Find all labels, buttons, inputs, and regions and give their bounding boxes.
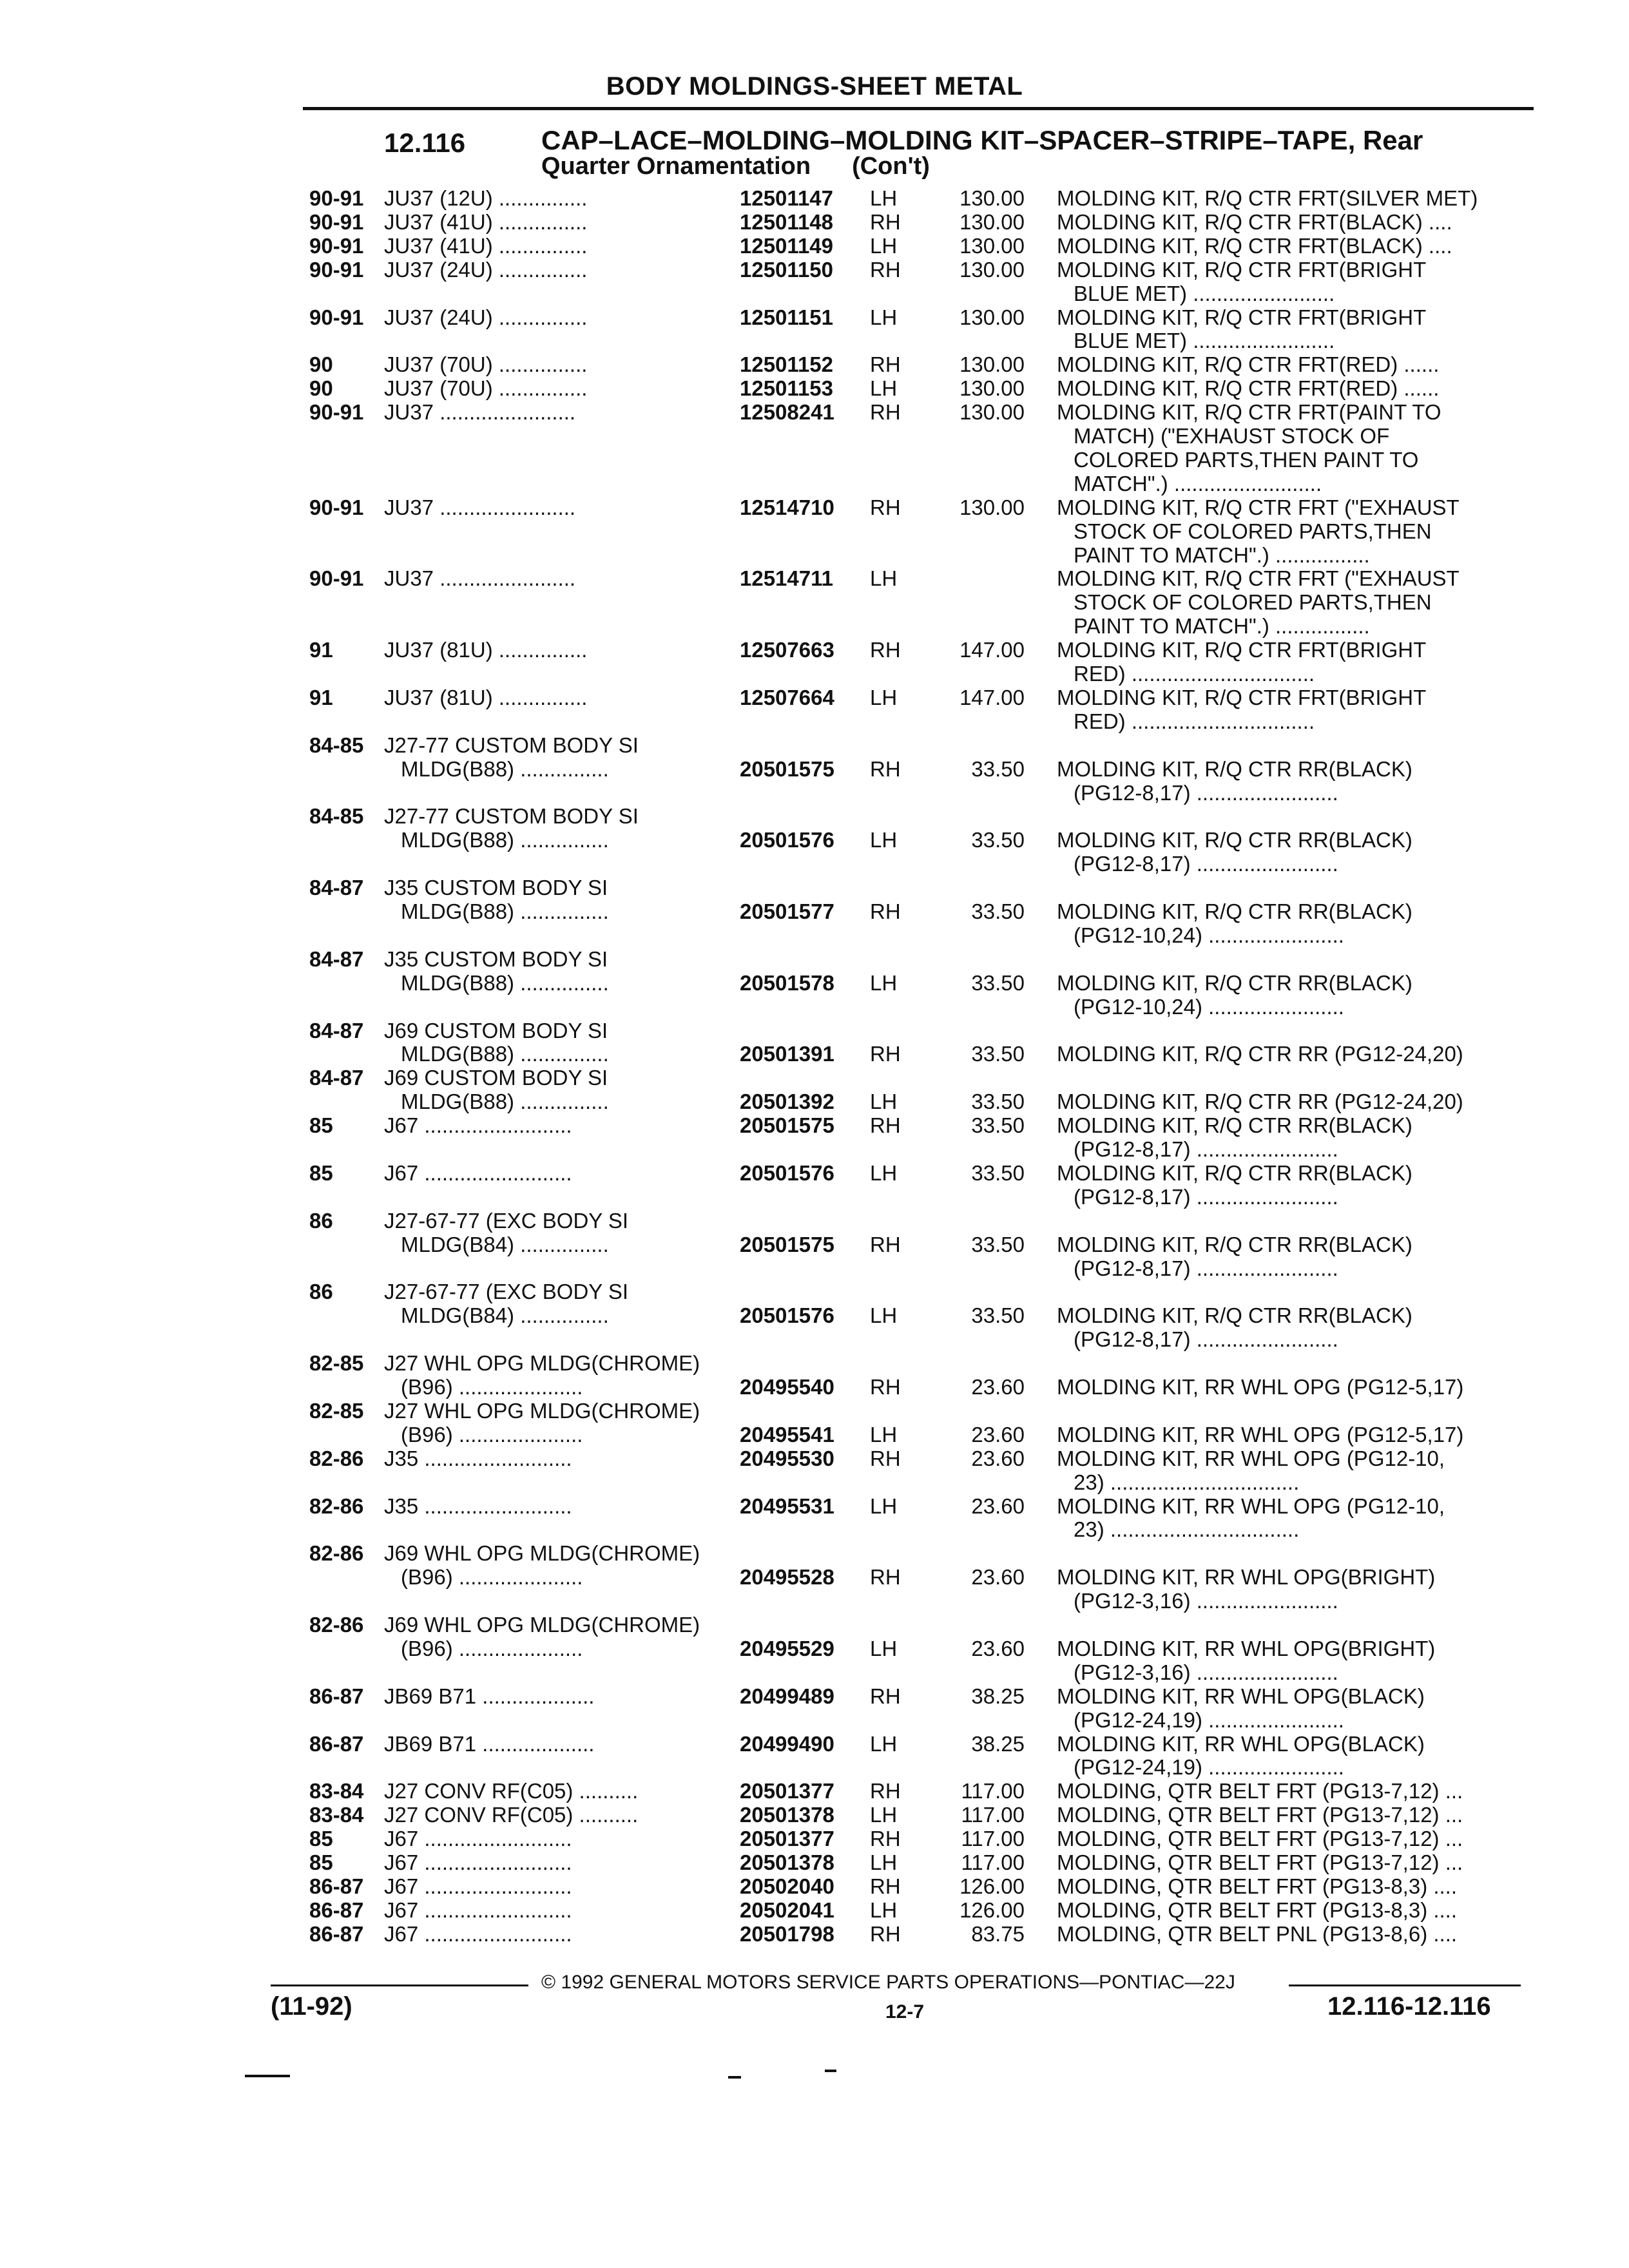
side: RH bbox=[870, 1232, 901, 1256]
scan-mark bbox=[245, 2075, 290, 2077]
price: 83.75 bbox=[971, 1921, 1025, 1946]
model-code: JU37 (41U) ............... bbox=[384, 234, 588, 258]
model-code: J35 CUSTOM BODY SI bbox=[384, 947, 608, 971]
part-number: 20499490 bbox=[740, 1731, 834, 1756]
side: RH bbox=[870, 899, 901, 923]
model-year: 84-85 bbox=[309, 733, 364, 757]
part-description: MOLDING KIT, RR WHL OPG (PG12-10, bbox=[1057, 1446, 1445, 1470]
model-year: 83-84 bbox=[309, 1779, 364, 1803]
model-code: J27 WHL OPG MLDG(CHROME) bbox=[384, 1399, 700, 1423]
part-description: MOLDING KIT, R/Q CTR FRT(SILVER MET) bbox=[1057, 187, 1478, 210]
model-code: JU37 ....................... bbox=[384, 401, 576, 425]
model-year: 86-87 bbox=[309, 1874, 364, 1898]
part-description-line: RED) ............................... bbox=[1074, 709, 1315, 733]
model-code: J67 ......................... bbox=[384, 1851, 572, 1874]
part-description: MOLDING KIT, RR WHL OPG (PG12-5,17) bbox=[1057, 1423, 1464, 1446]
price: 130.00 bbox=[959, 400, 1025, 425]
part-number: 20501798 bbox=[740, 1921, 834, 1946]
side: RH bbox=[870, 1684, 901, 1708]
part-number: 20501578 bbox=[740, 970, 834, 995]
part-description-line: PAINT TO MATCH".) ................ bbox=[1074, 615, 1370, 639]
part-description: MOLDING KIT, R/Q CTR FRT ("EXHAUST bbox=[1057, 567, 1460, 591]
side: RH bbox=[870, 1565, 901, 1590]
model-code: J27 CONV RF(C05) .......... bbox=[384, 1780, 639, 1803]
part-description-line: (PG12-3,16) ........................ bbox=[1074, 1590, 1338, 1613]
footer-rule-right bbox=[1289, 1984, 1521, 1986]
side: LH bbox=[870, 1731, 898, 1756]
part-description: MOLDING KIT, R/Q CTR FRT(RED) ...... bbox=[1057, 353, 1440, 377]
part-number: 20501577 bbox=[740, 899, 834, 923]
part-description: MOLDING KIT, R/Q CTR RR(BLACK) bbox=[1057, 971, 1412, 995]
model-code: J69 WHL OPG MLDG(CHROME) bbox=[384, 1542, 700, 1566]
price: 130.00 bbox=[959, 305, 1025, 329]
model-year: 90-91 bbox=[309, 566, 364, 591]
model-code: J67 ......................... bbox=[384, 1874, 572, 1898]
price: 130.00 bbox=[959, 495, 1025, 519]
part-description: MOLDING KIT, RR WHL OPG(BRIGHT) bbox=[1057, 1637, 1436, 1660]
model-code-continued: MLDG(B88) ............... bbox=[401, 1090, 609, 1114]
side: RH bbox=[870, 1042, 901, 1066]
part-description: MOLDING, QTR BELT FRT (PG13-8,3) .... bbox=[1057, 1898, 1458, 1922]
model-code-continued: MLDG(B88) ............... bbox=[401, 900, 609, 923]
footer-date: (11-92) bbox=[271, 1992, 352, 2021]
model-year: 82-86 bbox=[309, 1446, 364, 1470]
price: 117.00 bbox=[961, 1779, 1025, 1803]
price: 117.00 bbox=[961, 1827, 1025, 1851]
side: LH bbox=[870, 1494, 898, 1518]
model-year: 82-85 bbox=[309, 1351, 364, 1376]
part-description-line: BLUE MET) ........................ bbox=[1074, 329, 1335, 353]
section-title-line1: CAP–LACE–MOLDING–MOLDING KIT–SPACER–STRIPE–TAPE, Rear bbox=[541, 125, 1423, 155]
model-year: 90-91 bbox=[309, 400, 364, 425]
model-year: 90-91 bbox=[309, 233, 364, 258]
model-year: 82-86 bbox=[309, 1613, 364, 1637]
part-description: MOLDING KIT, R/Q CTR FRT(PAINT TO bbox=[1057, 401, 1441, 425]
model-code-continued: (B96) ..................... bbox=[401, 1566, 583, 1590]
part-description-line: 23) ................................ bbox=[1074, 1518, 1300, 1542]
model-code-continued: MLDG(B84) ............... bbox=[401, 1233, 609, 1256]
model-year: 90 bbox=[309, 352, 333, 377]
model-code: J67 ......................... bbox=[384, 1898, 572, 1922]
model-code: J27-77 CUSTOM BODY SI bbox=[384, 733, 639, 757]
part-description: MOLDING KIT, RR WHL OPG(BLACK) bbox=[1057, 1684, 1425, 1708]
model-year: 86-87 bbox=[309, 1898, 364, 1922]
model-code: JB69 B71 ................... bbox=[384, 1732, 595, 1756]
side: LH bbox=[870, 1803, 898, 1827]
price: 38.25 bbox=[971, 1731, 1025, 1756]
price: 126.00 bbox=[959, 1898, 1025, 1922]
side: RH bbox=[870, 257, 901, 282]
part-description: MOLDING KIT, RR WHL OPG(BRIGHT) bbox=[1057, 1566, 1436, 1590]
price: 23.60 bbox=[971, 1422, 1025, 1446]
part-description: MOLDING KIT, RR WHL OPG(BLACK) bbox=[1057, 1732, 1425, 1756]
price: 33.50 bbox=[971, 756, 1025, 781]
price: 23.60 bbox=[971, 1565, 1025, 1590]
part-description: MOLDING KIT, R/Q CTR FRT(BLACK) .... bbox=[1057, 234, 1452, 258]
side: RH bbox=[870, 352, 901, 377]
part-description: MOLDING, QTR BELT PNL (PG13-8,6) .... bbox=[1057, 1922, 1458, 1946]
side: LH bbox=[870, 186, 898, 210]
model-year: 85 bbox=[309, 1850, 333, 1874]
price: 33.50 bbox=[971, 970, 1025, 995]
model-year: 86-87 bbox=[309, 1684, 364, 1708]
model-year: 90-91 bbox=[309, 495, 364, 519]
part-description: MOLDING KIT, R/Q CTR RR(BLACK) bbox=[1057, 757, 1412, 781]
price: 130.00 bbox=[959, 376, 1025, 401]
part-description-line: (PG12-8,17) ........................ bbox=[1074, 1328, 1338, 1352]
model-code: JB69 B71 ................... bbox=[384, 1684, 595, 1708]
part-number: 20501575 bbox=[740, 1113, 834, 1138]
part-description-line: COLORED PARTS,THEN PAINT TO bbox=[1074, 448, 1419, 472]
side: LH bbox=[870, 1090, 898, 1114]
footer-copyright: © 1992 GENERAL MOTORS SERVICE PARTS OPERATIONS—PONTIAC—22J bbox=[541, 1972, 1235, 1993]
part-description: MOLDING KIT, RR WHL OPG (PG12-5,17) bbox=[1057, 1376, 1464, 1399]
model-code: JU37 (70U) ............... bbox=[384, 353, 588, 377]
part-description: MOLDING, QTR BELT FRT (PG13-7,12) ... bbox=[1057, 1803, 1463, 1827]
model-code-continued: MLDG(B88) ............... bbox=[401, 1043, 609, 1066]
model-year: 90-91 bbox=[309, 305, 364, 329]
model-code: J35 CUSTOM BODY SI bbox=[384, 876, 608, 900]
side: RH bbox=[870, 1375, 901, 1399]
model-code-continued: (B96) ..................... bbox=[401, 1423, 583, 1446]
price: 130.00 bbox=[959, 352, 1025, 377]
price: 33.50 bbox=[971, 1232, 1025, 1256]
model-year: 83-84 bbox=[309, 1803, 364, 1827]
page-header-title: BODY MOLDINGS-SHEET METAL bbox=[606, 72, 1023, 101]
model-code: J35 ......................... bbox=[384, 1494, 572, 1518]
model-year: 90 bbox=[309, 376, 333, 401]
part-number: 20495529 bbox=[740, 1636, 834, 1660]
model-year: 85 bbox=[309, 1113, 333, 1138]
side: RH bbox=[870, 638, 901, 662]
side: LH bbox=[870, 1898, 898, 1922]
model-code-continued: (B96) ..................... bbox=[401, 1637, 583, 1660]
side: RH bbox=[870, 756, 901, 781]
part-description: MOLDING KIT, R/Q CTR RR(BLACK) bbox=[1057, 829, 1412, 852]
price: 23.60 bbox=[971, 1446, 1025, 1470]
part-description: MOLDING, QTR BELT FRT (PG13-7,12) ... bbox=[1057, 1780, 1463, 1803]
model-year: 86 bbox=[309, 1280, 333, 1304]
section-title-line2: Quarter Ornamentation (Con't) bbox=[541, 153, 930, 180]
model-code: JU37 (41U) ............... bbox=[384, 210, 588, 234]
price: 130.00 bbox=[959, 257, 1025, 282]
side: LH bbox=[870, 970, 898, 995]
model-year: 82-85 bbox=[309, 1398, 364, 1423]
side: RH bbox=[870, 209, 901, 234]
side: RH bbox=[870, 495, 901, 519]
header-rule bbox=[303, 107, 1534, 110]
part-number: 12514710 bbox=[740, 495, 834, 519]
part-description: MOLDING, QTR BELT FRT (PG13-8,3) .... bbox=[1057, 1874, 1458, 1898]
part-description-line: MATCH) ("EXHAUST STOCK OF bbox=[1074, 425, 1390, 448]
part-number: 12501151 bbox=[740, 305, 834, 329]
price: 147.00 bbox=[959, 638, 1025, 662]
part-number: 20501576 bbox=[740, 828, 834, 852]
part-description: MOLDING KIT, R/Q CTR RR(BLACK) bbox=[1057, 1161, 1412, 1185]
model-year: 84-87 bbox=[309, 1018, 364, 1043]
part-description: MOLDING, QTR BELT FRT (PG13-7,12) ... bbox=[1057, 1827, 1463, 1851]
part-number: 20501378 bbox=[740, 1803, 834, 1827]
section-number: 12.116 bbox=[384, 128, 466, 158]
price: 33.50 bbox=[971, 1303, 1025, 1328]
side: RH bbox=[870, 1779, 901, 1803]
model-year: 86-87 bbox=[309, 1921, 364, 1946]
model-year: 82-86 bbox=[309, 1541, 364, 1566]
model-code: J35 ......................... bbox=[384, 1446, 572, 1470]
part-description-line: (PG12-10,24) ....................... bbox=[1074, 923, 1344, 947]
part-number: 20502041 bbox=[740, 1898, 834, 1922]
part-number: 12501150 bbox=[740, 257, 834, 282]
side: LH bbox=[870, 1303, 898, 1328]
price: 126.00 bbox=[959, 1874, 1025, 1898]
side: RH bbox=[870, 1874, 901, 1898]
part-description-line: (PG12-24,19) ....................... bbox=[1074, 1708, 1344, 1732]
part-number: 20495531 bbox=[740, 1494, 834, 1518]
model-code: J67 ......................... bbox=[384, 1827, 572, 1851]
model-year: 91 bbox=[309, 638, 333, 662]
model-code: J69 WHL OPG MLDG(CHROME) bbox=[384, 1613, 700, 1637]
model-year: 91 bbox=[309, 685, 333, 709]
part-description: MOLDING KIT, RR WHL OPG (PG12-10, bbox=[1057, 1494, 1445, 1518]
part-number: 20495540 bbox=[740, 1375, 834, 1399]
model-year: 84-85 bbox=[309, 804, 364, 829]
model-code-continued: (B96) ..................... bbox=[401, 1376, 583, 1399]
part-description: MOLDING KIT, R/Q CTR RR(BLACK) bbox=[1057, 1233, 1412, 1256]
part-number: 12501147 bbox=[740, 186, 834, 210]
part-number: 12507664 bbox=[740, 685, 834, 709]
model-year: 84-87 bbox=[309, 1066, 364, 1090]
model-code-continued: MLDG(B88) ............... bbox=[401, 971, 609, 995]
footer-section-range: 12.116-12.116 bbox=[1327, 1992, 1491, 2021]
part-description-line: (PG12-8,17) ........................ bbox=[1074, 1138, 1338, 1161]
side: RH bbox=[870, 1827, 901, 1851]
model-code: J67 ......................... bbox=[384, 1161, 572, 1185]
price: 33.50 bbox=[971, 1160, 1025, 1185]
part-description: MOLDING KIT, R/Q CTR RR (PG12-24,20) bbox=[1057, 1090, 1463, 1114]
model-code: J69 CUSTOM BODY SI bbox=[384, 1066, 608, 1090]
price: 130.00 bbox=[959, 233, 1025, 258]
side: LH bbox=[870, 1636, 898, 1660]
model-year: 90-91 bbox=[309, 209, 364, 234]
side: LH bbox=[870, 233, 898, 258]
model-code: JU37 (24U) ............... bbox=[384, 258, 588, 282]
price: 33.50 bbox=[971, 1113, 1025, 1138]
model-code: J67 ......................... bbox=[384, 1922, 572, 1946]
model-year: 85 bbox=[309, 1160, 333, 1185]
part-number: 12501149 bbox=[740, 233, 834, 258]
price: 33.50 bbox=[971, 899, 1025, 923]
part-number: 20495530 bbox=[740, 1446, 834, 1470]
part-number: 20501575 bbox=[740, 756, 834, 781]
part-number: 20502040 bbox=[740, 1874, 834, 1898]
continued-label: (Con't) bbox=[852, 153, 930, 180]
side: RH bbox=[870, 1921, 901, 1946]
model-code: J67 ......................... bbox=[384, 1114, 572, 1138]
part-description: MOLDING, QTR BELT FRT (PG13-7,12) ... bbox=[1057, 1851, 1463, 1874]
part-description: MOLDING KIT, R/Q CTR RR(BLACK) bbox=[1057, 1114, 1412, 1138]
part-description: MOLDING KIT, R/Q CTR FRT(BRIGHT bbox=[1057, 686, 1427, 709]
side: LH bbox=[870, 1160, 898, 1185]
side: LH bbox=[870, 1850, 898, 1874]
footer-page-number: 12-7 bbox=[885, 2001, 925, 2023]
part-description-line: (PG12-8,17) ........................ bbox=[1074, 1185, 1338, 1209]
model-code: JU37 ....................... bbox=[384, 495, 576, 519]
model-code-continued: MLDG(B84) ............... bbox=[401, 1304, 609, 1328]
side: RH bbox=[870, 1446, 901, 1470]
part-description-line: BLUE MET) ........................ bbox=[1074, 282, 1335, 305]
model-year: 90-91 bbox=[309, 257, 364, 282]
side: RH bbox=[870, 400, 901, 425]
part-description: MOLDING KIT, R/Q CTR RR(BLACK) bbox=[1057, 1304, 1412, 1328]
side: LH bbox=[870, 376, 898, 401]
part-description-line: STOCK OF COLORED PARTS,THEN bbox=[1074, 591, 1432, 615]
model-year: 82-86 bbox=[309, 1494, 364, 1518]
model-year: 84-87 bbox=[309, 947, 364, 971]
footer-rule-left bbox=[271, 1984, 528, 1986]
part-description: MOLDING KIT, R/Q CTR FRT(BRIGHT bbox=[1057, 639, 1427, 662]
part-description: MOLDING KIT, R/Q CTR FRT ("EXHAUST bbox=[1057, 495, 1460, 519]
part-description-line: (PG12-24,19) ....................... bbox=[1074, 1756, 1344, 1780]
part-number: 12501152 bbox=[740, 352, 834, 377]
model-code: JU37 (70U) ............... bbox=[384, 377, 588, 401]
part-description: MOLDING KIT, R/Q CTR RR (PG12-24,20) bbox=[1057, 1043, 1463, 1066]
part-number: 12501148 bbox=[740, 209, 834, 234]
model-code-continued: MLDG(B88) ............... bbox=[401, 757, 609, 781]
price: 117.00 bbox=[961, 1850, 1025, 1874]
part-number: 12514711 bbox=[740, 566, 834, 591]
part-description: MOLDING KIT, R/Q CTR FRT(BLACK) .... bbox=[1057, 210, 1452, 234]
part-description-line: (PG12-8,17) ........................ bbox=[1074, 781, 1338, 805]
model-code: J69 CUSTOM BODY SI bbox=[384, 1019, 608, 1043]
part-description-line: (PG12-10,24) ....................... bbox=[1074, 995, 1344, 1019]
part-number: 20501377 bbox=[740, 1779, 834, 1803]
section-title bbox=[541, 125, 1423, 180]
price: 117.00 bbox=[961, 1803, 1025, 1827]
part-number: 12501153 bbox=[740, 376, 834, 401]
price: 23.60 bbox=[971, 1494, 1025, 1518]
price: 130.00 bbox=[959, 209, 1025, 234]
part-description: MOLDING KIT, R/Q CTR RR(BLACK) bbox=[1057, 900, 1412, 923]
model-year: 84-87 bbox=[309, 876, 364, 900]
part-number: 20501576 bbox=[740, 1303, 834, 1328]
model-code: JU37 (81U) ............... bbox=[384, 639, 588, 662]
part-number: 12508241 bbox=[740, 400, 834, 425]
price: 147.00 bbox=[959, 685, 1025, 709]
part-description-line: STOCK OF COLORED PARTS,THEN bbox=[1074, 519, 1432, 543]
part-number: 20501377 bbox=[740, 1827, 834, 1851]
part-number: 20501391 bbox=[740, 1042, 834, 1066]
part-description-line: MATCH".) ......................... bbox=[1074, 472, 1322, 495]
price: 23.60 bbox=[971, 1636, 1025, 1660]
part-number: 20501576 bbox=[740, 1160, 834, 1185]
price: 33.50 bbox=[971, 1090, 1025, 1114]
price: 38.25 bbox=[971, 1684, 1025, 1708]
part-description-line: (PG12-3,16) ........................ bbox=[1074, 1660, 1338, 1684]
side: LH bbox=[870, 566, 898, 591]
model-code: J27-67-77 (EXC BODY SI bbox=[384, 1280, 629, 1304]
model-code-continued: MLDG(B88) ............... bbox=[401, 829, 609, 852]
part-number: 20501392 bbox=[740, 1090, 834, 1114]
part-description: MOLDING KIT, R/Q CTR FRT(RED) ...... bbox=[1057, 377, 1440, 401]
side: LH bbox=[870, 685, 898, 709]
side: RH bbox=[870, 1113, 901, 1138]
scan-mark bbox=[728, 2076, 741, 2079]
part-description-line: PAINT TO MATCH".) ................ bbox=[1074, 543, 1370, 567]
part-description: MOLDING KIT, R/Q CTR FRT(BRIGHT bbox=[1057, 258, 1427, 282]
side: LH bbox=[870, 1422, 898, 1446]
part-description-line: 23) ................................ bbox=[1074, 1470, 1300, 1494]
model-year: 90-91 bbox=[309, 186, 364, 210]
price: 33.50 bbox=[971, 1042, 1025, 1066]
part-number: 20495541 bbox=[740, 1422, 834, 1446]
model-year: 86 bbox=[309, 1208, 333, 1233]
model-code: JU37 (12U) ............... bbox=[384, 187, 588, 210]
part-number: 20499489 bbox=[740, 1684, 834, 1708]
model-year: 85 bbox=[309, 1827, 333, 1851]
part-number: 20501575 bbox=[740, 1232, 834, 1256]
model-code: J27-77 CUSTOM BODY SI bbox=[384, 805, 639, 829]
part-description-line: (PG12-8,17) ........................ bbox=[1074, 852, 1338, 876]
part-number: 12507663 bbox=[740, 638, 834, 662]
part-number: 20501378 bbox=[740, 1850, 834, 1874]
part-description-line: (PG12-8,17) ........................ bbox=[1074, 1256, 1338, 1280]
model-year: 86-87 bbox=[309, 1731, 364, 1756]
part-description-line: RED) ............................... bbox=[1074, 662, 1315, 686]
model-code: J27-67-77 (EXC BODY SI bbox=[384, 1209, 629, 1233]
price: 23.60 bbox=[971, 1375, 1025, 1399]
model-code: J27 CONV RF(C05) .......... bbox=[384, 1803, 639, 1827]
model-code: JU37 ....................... bbox=[384, 567, 576, 591]
side: LH bbox=[870, 305, 898, 329]
price: 33.50 bbox=[971, 828, 1025, 852]
price: 130.00 bbox=[959, 186, 1025, 210]
scan-mark bbox=[825, 2070, 836, 2072]
model-code: JU37 (24U) ............... bbox=[384, 305, 588, 329]
model-code: J27 WHL OPG MLDG(CHROME) bbox=[384, 1352, 700, 1376]
part-description: MOLDING KIT, R/Q CTR FRT(BRIGHT bbox=[1057, 305, 1427, 329]
side: LH bbox=[870, 828, 898, 852]
part-number: 20495528 bbox=[740, 1565, 834, 1590]
model-code: JU37 (81U) ............... bbox=[384, 686, 588, 709]
